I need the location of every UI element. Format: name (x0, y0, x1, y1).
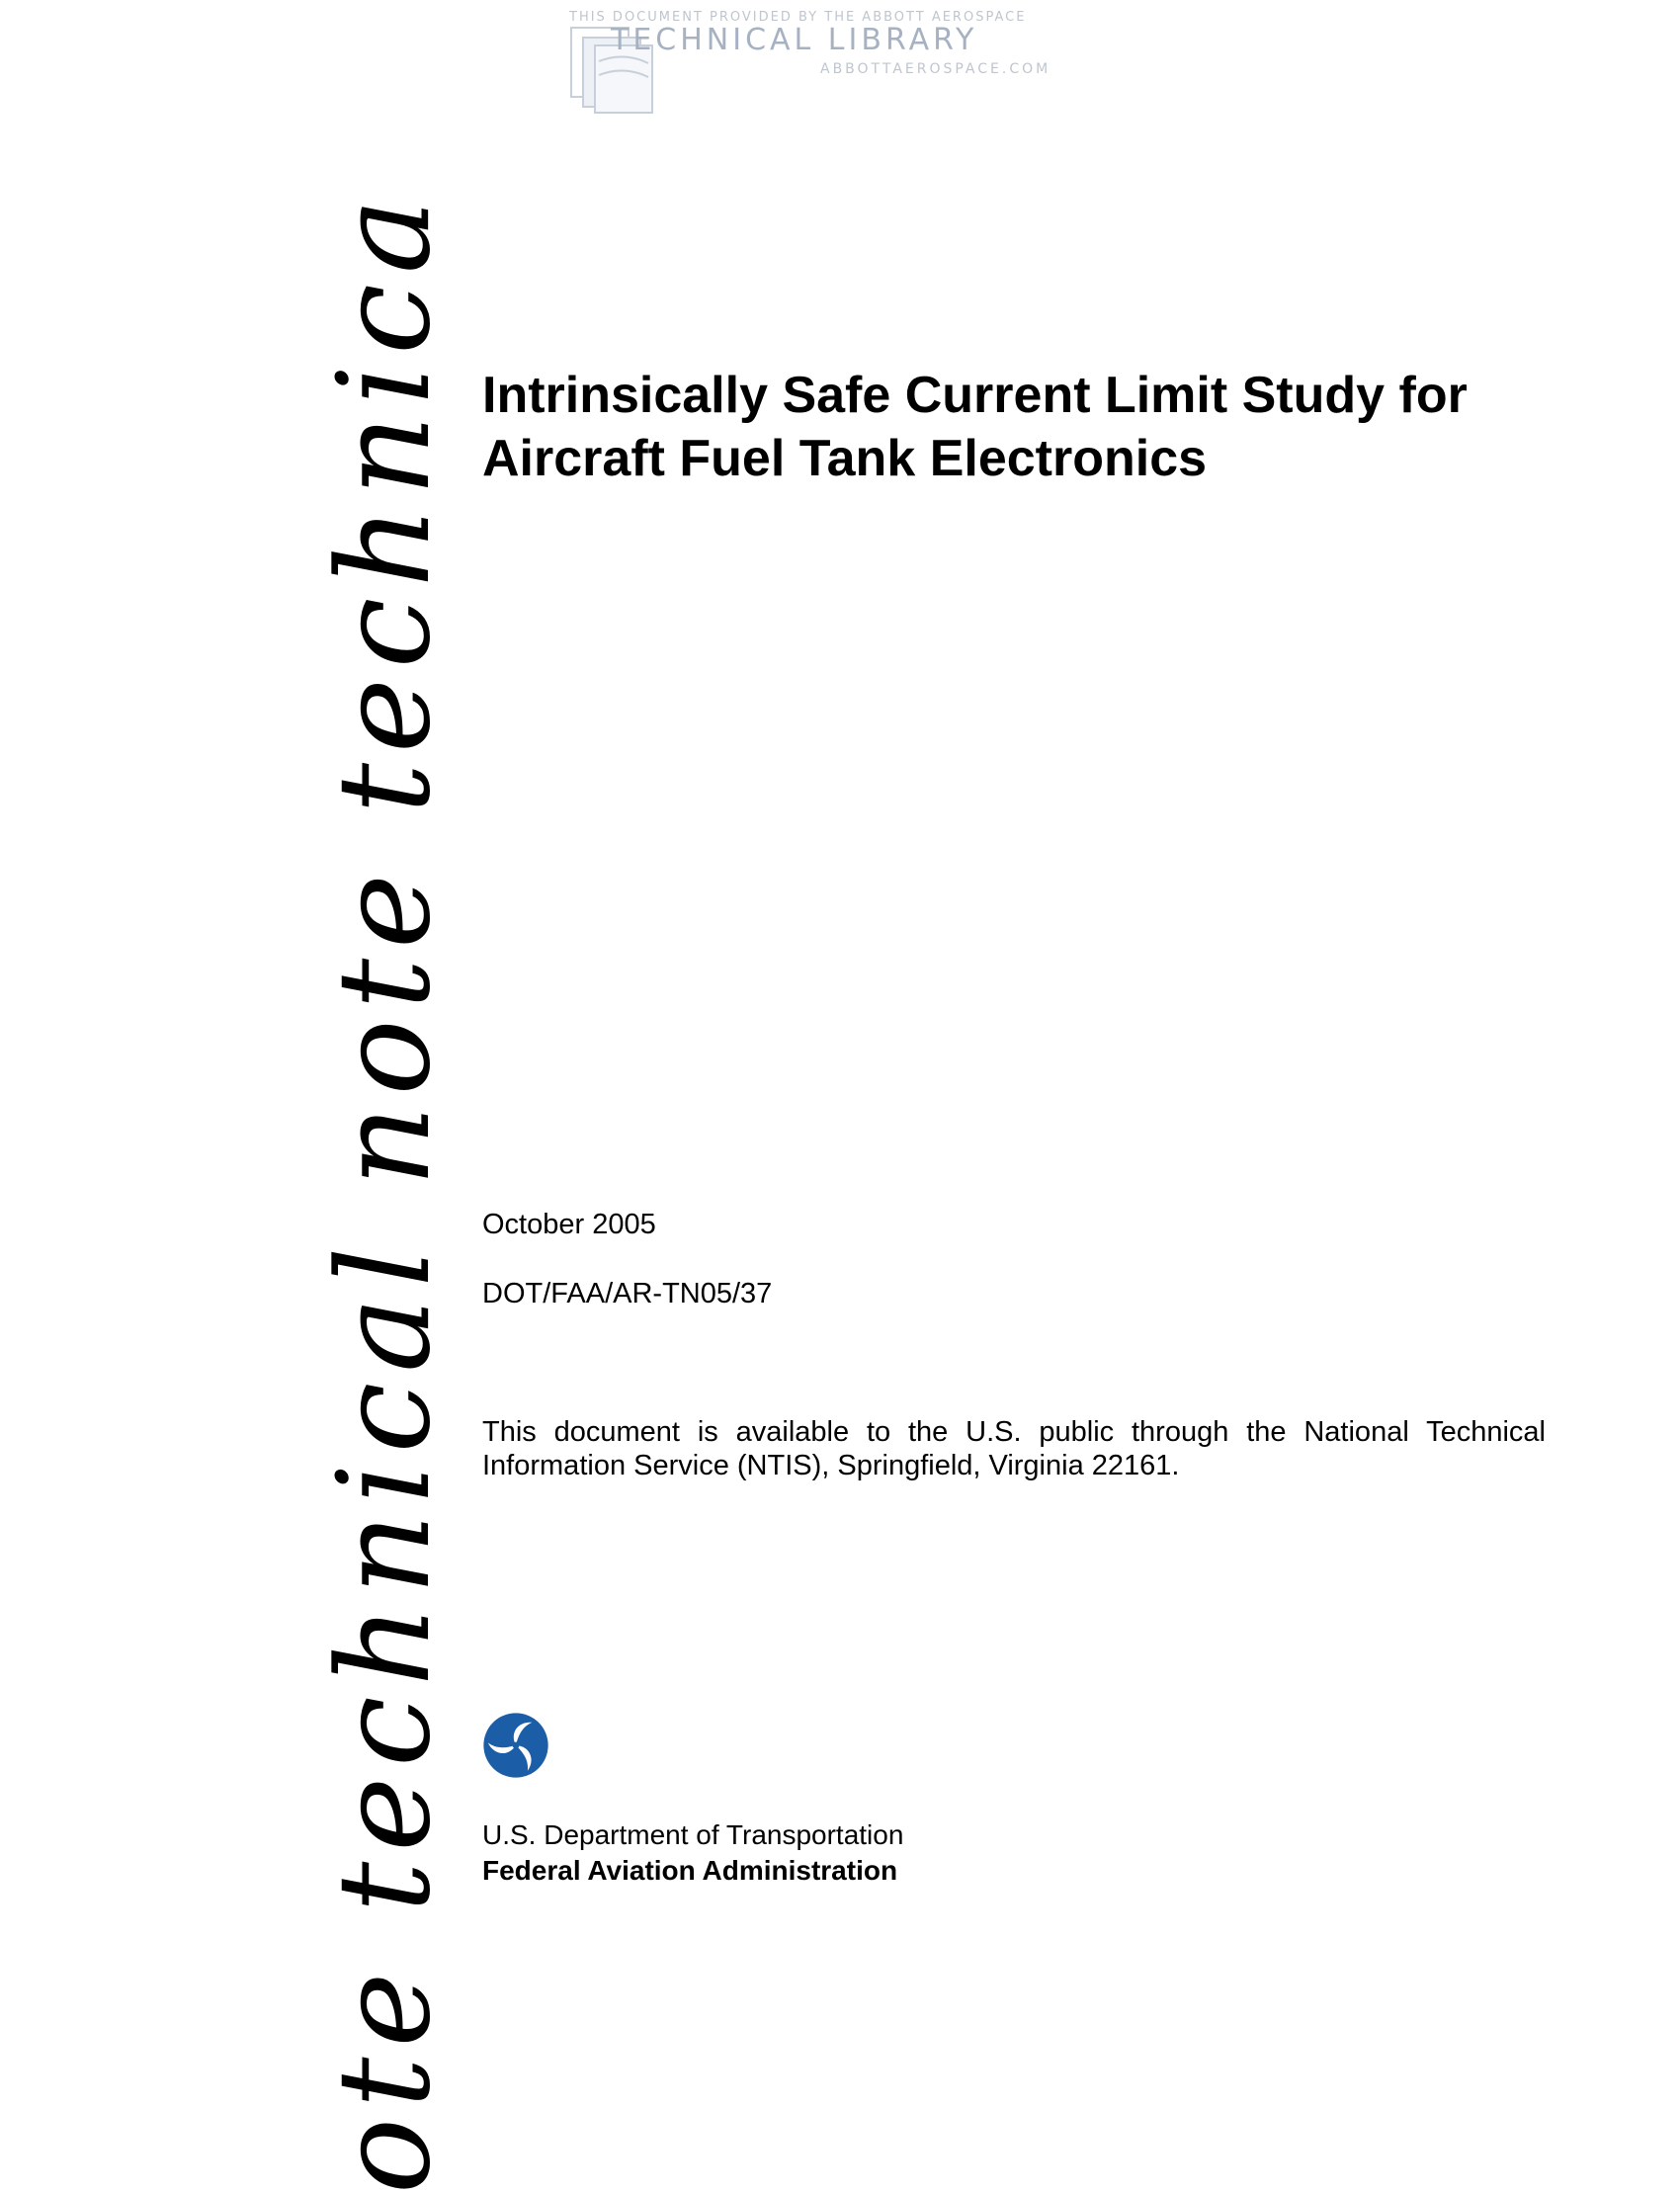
report-number: DOT/FAA/AR-TN05/37 (482, 1278, 773, 1309)
document-title: Intrinsically Safe Current Limit Study for Aircraft Fuel Tank Electronics (482, 367, 1468, 487)
watermark-url: ABBOTTAEROSPACE.COM (820, 61, 1051, 77)
side-banner-text: ote technical note technica (311, 188, 459, 2194)
department-name: U.S. Department of Transportation (482, 1819, 904, 1850)
document-date: October 2005 (482, 1209, 656, 1240)
watermark-provided-by: THIS DOCUMENT PROVIDED BY THE ABBOTT AEROSPACE (569, 10, 1027, 25)
dot-logo-icon (482, 1712, 549, 1779)
technical-library-watermark (563, 4, 1077, 115)
side-banner (311, 0, 459, 2194)
availability-statement: This document is available to the U.S. public through the National Technical Information Service (NTIS), Springfield, Virginia 22161. (482, 1416, 1546, 1481)
administration-name: Federal Aviation Administration (482, 1855, 898, 1886)
watermark-library-name: TECHNICAL LIBRARY (611, 23, 978, 57)
